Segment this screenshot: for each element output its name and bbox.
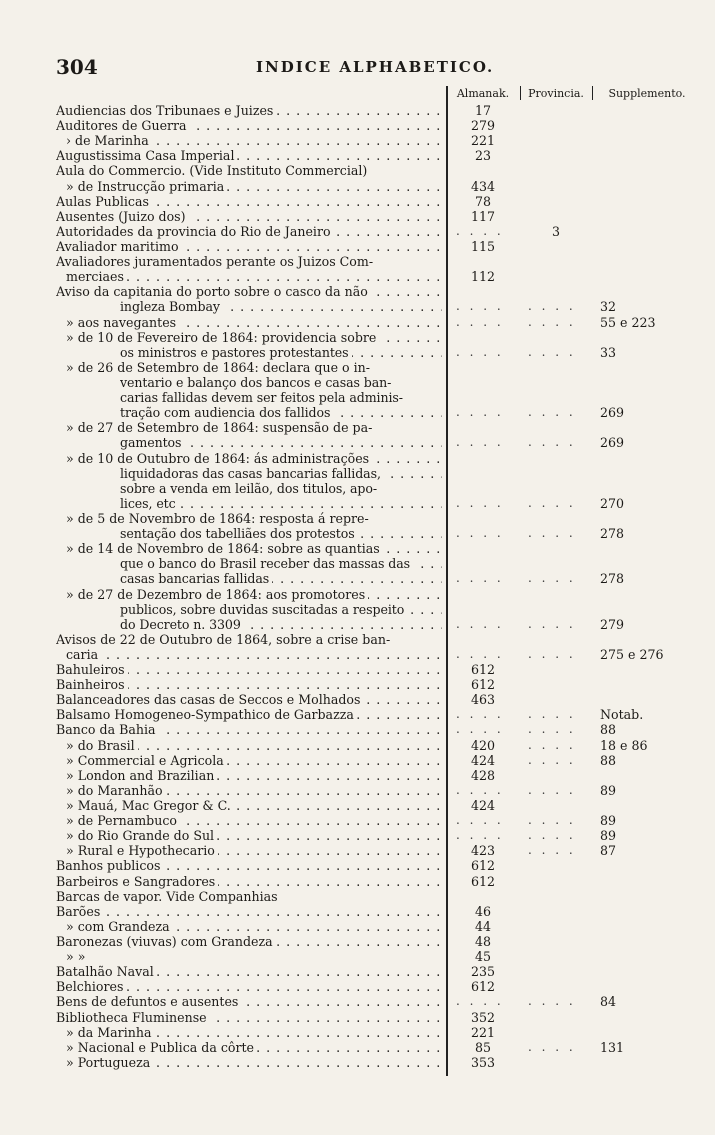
supplemento-ref: 270	[600, 495, 625, 511]
leader-dots: . . . .	[528, 435, 576, 450]
supplemento-ref: 89	[600, 782, 617, 798]
index-entry	[0, 934, 715, 949]
almanak-ref: 612	[470, 979, 496, 995]
entry-label	[56, 239, 442, 254]
supplemento-ref: 269	[600, 405, 625, 421]
entry-text: Bainheiros	[56, 677, 128, 692]
index-entry	[0, 798, 715, 813]
entry-text: » do Brasil	[66, 738, 138, 753]
leader-dots: . . . .	[528, 782, 576, 797]
entry-label	[66, 541, 442, 556]
almanak-ref: 424	[470, 798, 496, 814]
almanak-ref: 85	[474, 1039, 492, 1055]
almanak-ref: 279	[470, 118, 496, 134]
almanak-ref: 78	[474, 193, 492, 209]
entry-label	[66, 647, 442, 662]
leader-dots: . . . .	[528, 314, 576, 329]
entry-label	[56, 632, 442, 647]
entry-label	[120, 345, 442, 360]
leader-dots: . . . .	[456, 813, 504, 828]
entry-text: os ministros e pastores protestantes	[120, 345, 352, 360]
leader-dots: . . . .	[528, 737, 576, 752]
leader-dots: . . . .	[528, 813, 576, 828]
leader-dots: . . . .	[528, 994, 576, 1009]
entry-label	[66, 330, 442, 345]
index-entry	[0, 194, 715, 209]
entry-text: » de 27 de Dezembro de 1864: aos promotores	[66, 587, 368, 602]
entry-label	[120, 602, 442, 617]
supplemento-ref: 18 e 86	[600, 737, 648, 753]
provincia-ref: 3	[551, 223, 560, 239]
index-entry	[0, 1040, 715, 1055]
column-header-provincia: Provincia.	[528, 87, 584, 100]
entry-label	[66, 269, 442, 284]
entry-label	[66, 133, 442, 148]
supplemento-ref: 87	[600, 843, 617, 859]
entry-label	[56, 994, 442, 1009]
entry-label	[66, 949, 442, 964]
entry-text: » do Rio Grande do Sul	[66, 828, 217, 843]
index-entry	[0, 541, 715, 556]
leader-dots: . . . .	[528, 722, 576, 737]
index-entry	[0, 662, 715, 677]
entry-text: do Decreto n. 3309	[120, 617, 244, 632]
entry-text: » de Pernambuco	[66, 813, 180, 828]
entry-label	[120, 405, 442, 420]
entry-text: que o banco do Brasil receber das massas das	[120, 556, 413, 571]
entry-text: Aviso da capitania do porto sobre o casco da não	[56, 284, 371, 299]
leader-dots: . . . .	[528, 707, 576, 722]
index-entry	[0, 254, 715, 269]
index-entry	[0, 843, 715, 858]
entry-label	[120, 435, 442, 450]
entry-label	[56, 284, 442, 299]
leader-dots: . . . .	[456, 344, 504, 359]
entry-text: Avisos de 22 de Outubro de 1864, sobre a crise ban-	[56, 632, 393, 647]
leader-dots: . . . .	[528, 752, 576, 767]
supplemento-ref: 55 e 223	[600, 314, 656, 330]
index-entry	[0, 1055, 715, 1070]
column-header-almanak: Almanak.	[456, 87, 510, 100]
entry-text: » aos navegantes	[66, 315, 179, 330]
page-header	[0, 55, 715, 79]
index-entry	[0, 420, 715, 435]
leader-dots: . . . .	[528, 616, 576, 631]
almanak-ref: 46	[474, 903, 492, 919]
supplemento-ref: 88	[600, 722, 617, 738]
entry-label	[66, 1040, 442, 1055]
entry-text: Augustissima Casa Imperial	[56, 148, 237, 163]
entry-label	[66, 511, 442, 526]
index-entry	[0, 133, 715, 148]
almanak-ref: 352	[470, 1009, 496, 1025]
leader-dots: . . . .	[456, 722, 504, 737]
index-entry	[0, 345, 715, 360]
entry-label	[56, 662, 442, 677]
entry-text: » de 10 de Fevereiro de 1864: providencia sobre	[66, 330, 379, 345]
entry-text: Bibliotheca Fluminense	[56, 1010, 210, 1025]
index-entry	[0, 738, 715, 753]
entry-label	[120, 526, 442, 541]
entry-text: Balanceadores das casas de Seccos e Molhados	[56, 692, 363, 707]
index-entry	[0, 964, 715, 979]
entry-text: Batalhão Naval	[56, 964, 157, 979]
supplemento-ref: 275 e 276	[600, 646, 664, 662]
entry-text: sentação dos tabelliães dos protestos	[120, 526, 358, 541]
almanak-ref: 423	[470, 843, 496, 859]
leader-dots: . . . .	[456, 828, 504, 843]
index-entry	[0, 617, 715, 632]
index-entry	[0, 405, 715, 420]
entry-label	[66, 587, 442, 602]
almanak-ref: 221	[470, 1024, 496, 1040]
entry-text: Belchiores	[56, 979, 126, 994]
entry-text: Banco da Bahia	[56, 722, 159, 737]
leader-dots: . . . .	[528, 495, 576, 510]
supplemento-ref: 269	[600, 435, 625, 451]
entry-text: » Mauá, Mac Gregor & C.	[66, 798, 234, 813]
entry-text: Auditores de Guerra	[56, 118, 190, 133]
supplemento-ref: 279	[600, 616, 625, 632]
almanak-ref: 221	[470, 133, 496, 149]
entry-label	[56, 889, 442, 904]
index-entry	[0, 1010, 715, 1025]
index-entry	[0, 299, 715, 314]
entry-text: Aula do Commercio. (Vide Instituto Commercial)	[56, 163, 370, 178]
index-entry	[0, 556, 715, 571]
entry-label	[56, 692, 442, 707]
index-entry	[0, 481, 715, 496]
entry-text: Bahuleiros	[56, 662, 128, 677]
entry-label	[120, 466, 442, 481]
supplemento-ref: 88	[600, 752, 617, 768]
entry-text: Ausentes (Juizo dos)	[56, 209, 189, 224]
index-entry	[0, 103, 715, 118]
index-entry	[0, 722, 715, 737]
entry-label	[66, 179, 442, 194]
entry-text: Baronezas (viuvas) com Grandeza	[56, 934, 276, 949]
entry-label	[56, 904, 442, 919]
index-entry	[0, 768, 715, 783]
entry-label	[66, 420, 442, 435]
supplemento-ref: 131	[600, 1039, 625, 1055]
entry-label	[56, 224, 442, 239]
entry-text: sobre a venda em leilão, dos titulos, apo-	[120, 481, 380, 496]
entry-label	[66, 828, 442, 843]
entry-text: caria	[66, 647, 101, 662]
index-entry	[0, 602, 715, 617]
entry-text: carias fallidas devem ser feitos pela adminis-	[120, 390, 406, 405]
index-entry	[0, 330, 715, 345]
index-entry	[0, 677, 715, 692]
index-entry	[0, 179, 715, 194]
leader-dots: . . . .	[456, 435, 504, 450]
almanak-ref: 612	[470, 662, 496, 678]
entry-text: › de Marinha	[66, 133, 152, 148]
almanak-ref: 17	[474, 103, 492, 118]
entry-label	[66, 843, 442, 858]
entry-text: » de 10 de Outubro de 1864: ás administrações	[66, 451, 372, 466]
supplemento-ref: 89	[600, 813, 617, 829]
leader-dots: . . . .	[456, 782, 504, 797]
entry-label	[56, 254, 442, 269]
index-entry	[0, 224, 715, 239]
entry-label	[120, 375, 442, 390]
index-entry	[0, 435, 715, 450]
entry-label	[120, 481, 442, 496]
almanak-ref: 612	[470, 858, 496, 874]
almanak-ref: 23	[474, 148, 492, 164]
leader-dots: . . . .	[456, 495, 504, 510]
almanak-ref: 612	[470, 873, 496, 889]
entry-text: Aulas Publicas	[56, 194, 152, 209]
entry-label	[66, 753, 442, 768]
index-entry	[0, 511, 715, 526]
index-entry	[0, 163, 715, 178]
index-entry	[0, 587, 715, 602]
leader-dots: . . . .	[528, 828, 576, 843]
entry-label	[56, 194, 442, 209]
entry-text: » de 27 de Setembro de 1864: suspensão de pa-	[66, 420, 375, 435]
entry-text: Banhos publicos	[56, 858, 163, 873]
index-entry	[0, 949, 715, 964]
entry-text: » Nacional e Publica da côrte	[66, 1040, 257, 1055]
leader-dots: . . . .	[456, 646, 504, 661]
index-entry	[0, 375, 715, 390]
leader-dots: . . . .	[528, 646, 576, 661]
entry-text: » Rural e Hypothecario	[66, 843, 218, 858]
leader-dots: . . . .	[456, 314, 504, 329]
entry-label	[66, 738, 442, 753]
entry-text: » Commercial e Agricola	[66, 753, 227, 768]
index-entries	[0, 103, 715, 1070]
index-entry	[0, 994, 715, 1009]
leader-dots: . . . .	[456, 223, 504, 238]
leader-dots: . . . .	[528, 1039, 576, 1054]
almanak-ref: 112	[470, 269, 496, 285]
entry-label	[56, 118, 442, 133]
almanak-ref: 420	[470, 737, 496, 753]
supplemento-ref: 278	[600, 526, 625, 542]
entry-text: Barcas de vapor. Vide Companhias	[56, 889, 281, 904]
running-title: INDICE ALPHABETICO.	[256, 58, 495, 76]
leader-dots: . . . .	[456, 299, 504, 314]
entry-text: » da Marinha	[66, 1025, 154, 1040]
entry-label	[66, 783, 442, 798]
leader-dots: . . . .	[456, 571, 504, 586]
leader-dots: . . . .	[456, 616, 504, 631]
entry-label	[120, 299, 442, 314]
entry-label	[120, 571, 442, 586]
entry-label	[56, 148, 442, 163]
supplemento-ref: 278	[600, 571, 625, 587]
entry-text: lices, etc	[120, 496, 179, 511]
entry-text: liquidadoras das casas bancarias fallidas,	[120, 466, 384, 481]
entry-label	[66, 451, 442, 466]
index-entry	[0, 783, 715, 798]
index-entry	[0, 269, 715, 284]
index-entry	[0, 526, 715, 541]
entry-label	[56, 858, 442, 873]
entry-text: casas bancarias fallidas	[120, 571, 272, 586]
almanak-ref: 434	[470, 178, 496, 194]
entry-label	[66, 919, 442, 934]
supplemento-ref: 32	[600, 299, 617, 315]
entry-label	[66, 813, 442, 828]
index-entry	[0, 904, 715, 919]
supplemento-ref: 33	[600, 344, 617, 360]
entry-label	[56, 677, 442, 692]
index-entry	[0, 1025, 715, 1040]
almanak-ref: 463	[470, 692, 496, 708]
index-entry	[0, 118, 715, 133]
supplemento-ref: 89	[600, 828, 617, 844]
almanak-ref: 115	[470, 238, 496, 254]
index-entry	[0, 858, 715, 873]
index-entry	[0, 889, 715, 904]
entry-label	[120, 556, 442, 571]
index-entry	[0, 979, 715, 994]
entry-text: Avaliador maritimo	[56, 239, 182, 254]
leader-dots: . . . .	[528, 526, 576, 541]
entry-text: Avaliadores juramentados perante os Juizos Com-	[56, 254, 376, 269]
leader-dots: . . . .	[528, 405, 576, 420]
entry-text: » Portugueza	[66, 1055, 153, 1070]
entry-text: gamentos	[120, 435, 184, 450]
almanak-ref: 424	[470, 752, 496, 768]
almanak-ref: 353	[470, 1054, 496, 1070]
index-entry	[0, 496, 715, 511]
entry-label	[56, 1010, 442, 1025]
entry-text: merciaes	[66, 269, 127, 284]
almanak-ref: 117	[470, 208, 496, 224]
entry-text: Barões	[56, 904, 103, 919]
index-entry	[0, 451, 715, 466]
entry-label	[120, 496, 442, 511]
leader-dots: . . . .	[528, 843, 576, 858]
entry-label	[56, 103, 442, 118]
entry-label	[56, 874, 442, 889]
entry-label	[120, 617, 442, 632]
leader-dots: . . . .	[456, 405, 504, 420]
entry-text: ingleza Bombay	[120, 299, 223, 314]
entry-text: » de 14 de Novembro de 1864: sobre as quantias	[66, 541, 383, 556]
column-divider	[592, 86, 593, 100]
leader-dots: . . . .	[528, 571, 576, 586]
index-entry	[0, 466, 715, 481]
almanak-ref: 235	[470, 964, 496, 980]
almanak-ref: 44	[474, 918, 492, 934]
entry-text: ventario e balanço dos bancos e casas ban-	[120, 375, 394, 390]
index-entry	[0, 360, 715, 375]
index-entry	[0, 315, 715, 330]
entry-text: Barbeiros e Sangradores	[56, 874, 218, 889]
entry-text: Audiencias dos Tribunaes e Juizes	[56, 103, 276, 118]
index-entry	[0, 390, 715, 405]
column-header-supplemento: Supplemento.	[608, 87, 686, 100]
almanak-ref: 45	[474, 949, 492, 965]
leader-dots: . . . .	[528, 344, 576, 359]
almanak-ref: 48	[474, 934, 492, 950]
entry-label	[56, 964, 442, 979]
entry-label	[66, 360, 442, 375]
entry-text: » de Instrucção primaria	[66, 179, 227, 194]
index-entry	[0, 813, 715, 828]
entry-label	[66, 315, 442, 330]
leader-dots: . . . .	[456, 707, 504, 722]
entry-label	[56, 209, 442, 224]
entry-text: » London and Brazilian	[66, 768, 217, 783]
supplemento-ref: Notab.	[600, 707, 644, 723]
entry-text: publicos, sobre duvidas suscitadas a respeito	[120, 602, 407, 617]
entry-text: Autoridades da provincia do Rio de Janeiro	[56, 224, 334, 239]
entry-text: Balsamo Homogeneo-Sympathico de Garbazza	[56, 707, 357, 722]
almanak-ref: 428	[470, 767, 496, 783]
column-divider	[520, 86, 521, 100]
entry-label	[66, 798, 442, 813]
entry-label	[56, 163, 442, 178]
entry-text: » do Maranhão	[66, 783, 166, 798]
index-entry	[0, 148, 715, 163]
leader-dots: . . . .	[456, 526, 504, 541]
supplemento-ref: 84	[600, 994, 617, 1010]
index-entry	[0, 692, 715, 707]
entry-text: » de 26 de Setembro de 1864: declara que o in-	[66, 360, 373, 375]
entry-text: tração com audiencia dos fallidos	[120, 405, 333, 420]
index-entry	[0, 874, 715, 889]
entry-label	[56, 934, 442, 949]
entry-label	[120, 390, 442, 405]
entry-label	[56, 979, 442, 994]
entry-label	[56, 722, 442, 737]
index-entry	[0, 647, 715, 662]
index-entry	[0, 753, 715, 768]
entry-label	[66, 1055, 442, 1070]
page-number: 304	[56, 55, 98, 79]
index-entry	[0, 239, 715, 254]
index-entry	[0, 209, 715, 224]
entry-label	[66, 1025, 442, 1040]
index-entry	[0, 707, 715, 722]
entry-label	[56, 707, 442, 722]
almanak-ref: 612	[470, 677, 496, 693]
index-entry	[0, 571, 715, 586]
index-entry	[0, 828, 715, 843]
leader-dots: . . . .	[528, 299, 576, 314]
entry-text: » de 5 de Novembro de 1864: resposta á repre-	[66, 511, 372, 526]
index-entry	[0, 284, 715, 299]
index-entry	[0, 919, 715, 934]
index-entry	[0, 632, 715, 647]
entry-text: » com Grandeza	[66, 919, 173, 934]
entry-text: » »	[66, 949, 88, 964]
leader-dots: . . . .	[456, 994, 504, 1009]
entry-label	[66, 768, 442, 783]
entry-text: Bens de defuntos e ausentes	[56, 994, 241, 1009]
